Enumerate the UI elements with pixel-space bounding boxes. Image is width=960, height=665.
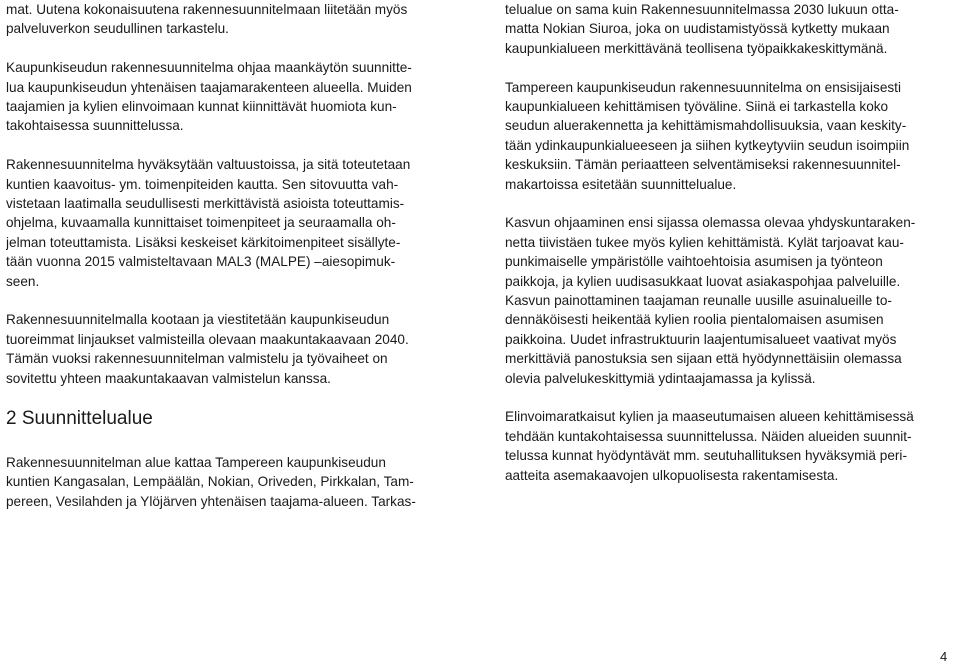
text-line: takohtaisessa suunnittelussa. <box>6 118 184 134</box>
text-line: mat. Uutena kokonaisuutena rakennesuunnitelmaan liitetään myös <box>6 2 408 17</box>
paragraph <box>6 58 458 136</box>
text-line: paikkoina. Uudet infrastruktuurin laajentumisalueet vaativat myös <box>505 331 897 347</box>
text-line: Tampereen kaupunkiseudun rakennesuunnitelma on ensisijaisesti <box>505 79 901 95</box>
text-line: ohjelma, kuvaamalla kunnittaiset toimenpiteet ja seuraamalla oh- <box>6 215 396 231</box>
text-line: taajamien ja kylien elinvoimaan kunnat kiinnittävät huomiota kun- <box>6 99 397 115</box>
paragraph <box>505 78 957 194</box>
text-line: pereen, Vesilahden ja Ylöjärven yhtenäisen taajama-alueen. Tarkas- <box>6 493 416 509</box>
text-line: punkimaiselle ympäristölle vaihtoehtoisia asumisen ja työnteon <box>505 254 883 270</box>
text-line: tään ydinkaupunkialueeseen ja siihen kytkeytyviin seudun isoimpiin <box>505 137 910 153</box>
paragraph <box>6 0 458 39</box>
text-line: olevia palvelukeskittymiä ydintaajamassa ja kylissä. <box>505 370 816 386</box>
text-line: seen. <box>6 273 40 289</box>
text-line: dennäköisesti heikentää kylien roolia pientalomaisen asumisen <box>505 312 884 328</box>
text-line: kaupunkialueen kehittämisen työväline. Siinä ei tarkastella koko <box>505 99 889 115</box>
text-line: tuoreimmat linjaukset valmisteilla olevaan maakuntakaavaan 2040. <box>6 331 409 347</box>
paragraph <box>505 213 957 388</box>
text-line: Kasvun ohjaaminen ensi sijassa olemassa olevaa yhdyskuntaraken- <box>505 215 916 231</box>
text-line: sovitettu yhteen maakuntakaavan valmistelun kanssa. <box>6 370 331 386</box>
paragraph <box>505 407 957 485</box>
text-line: jelman toteuttamista. Lisäksi keskeiset kärkitoimenpiteet sisällyte- <box>6 234 401 250</box>
text-line: palveluverkon seudullinen tarkastelu. <box>6 21 229 37</box>
text-line: telussa kunnat hyödyntävät mm. seutuhallituksen hyväksymiä peri- <box>505 448 907 464</box>
text-line: netta tiivistäen tukee myös kylien kehittämistä. Kylät tarjoavat kau- <box>505 234 904 250</box>
text-line: kuntien kaavoitus- ym. toimenpiteiden kautta. Sen sitovuutta vah- <box>6 176 399 192</box>
text-line: Kaupunkiseudun rakennesuunnitelma ohjaa maankäytön suunnitte- <box>6 60 412 76</box>
left-column <box>6 0 458 511</box>
text-line: Rakennesuunnitelmalla kootaan ja viestitetään kaupunkiseudun <box>6 312 390 328</box>
text-line: tehdään kuntakohtaisessa suunnittelussa. Näiden alueiden suunnit- <box>505 428 912 444</box>
paragraph <box>505 0 957 58</box>
text-line: paikkoja, ja kylien uudisasukkaat luovat asiakaspohjaa palveluille. <box>505 273 901 289</box>
section-heading: 2 Suunnittelualue <box>6 408 153 430</box>
paragraph <box>6 310 458 388</box>
paragraph <box>6 155 458 291</box>
text-line: keskuksiin. Tämän periaatteen selventämiseksi rakennesuunnitel- <box>505 157 901 173</box>
paragraph <box>6 453 458 511</box>
text-line: Tämän vuoksi rakennesuunnitelman valmistelu ja työvaiheet on <box>6 351 388 367</box>
text-line: vistetaan laatimalla seudullisesti merkittävistä asioista toteuttamis- <box>6 196 405 212</box>
text-line: Kasvun painottaminen taajaman reunalle uusille asuinalueille to- <box>505 293 892 309</box>
text-line: Rakennesuunnitelman alue kattaa Tampereen kaupunkiseudun <box>6 455 386 471</box>
text-line: aatteita asemakaavojen ulkopuolisesta rakentamisesta. <box>505 467 839 483</box>
text-line: seudun aluerakennetta ja kehittämismahdollisuuksia, vaan keskity- <box>505 118 907 134</box>
right-column <box>505 0 957 485</box>
text-line: merkittäviä panostuksia sen sijaan että hyödynnettäisiin olemassa <box>505 351 902 367</box>
text-line: kuntien Kangasalan, Lempäälän, Nokian, Oriveden, Pirkkalan, Tam- <box>6 474 414 490</box>
text-line: Rakennesuunnitelma hyväksytään valtuustoissa, ja sitä toteutetaan <box>6 157 411 173</box>
text-line: Elinvoimaratkaisut kylien ja maaseutumaisen alueen kehittämisessä <box>505 409 914 425</box>
text-line: lua kaupunkiseudun yhtenäisen taajamarakenteen alueella. Muiden <box>6 79 412 95</box>
text-line: kaupunkialueen merkittävänä teollisena työpaikkakeskittymänä. <box>505 40 888 56</box>
page-number: 4 <box>940 649 948 664</box>
text-line: tään vuonna 2015 valmisteltavaan MAL3 (MALPE) –aiesopimuk- <box>6 254 396 270</box>
text-line: matta Nokian Siuroa, joka on uudistamistyössä kytketty mukaan <box>505 21 890 37</box>
text-line: telualue on sama kuin Rakennesuunnitelmassa 2030 lukuun otta- <box>505 2 899 17</box>
text-line: makartoissa esitetään suunnittelualue. <box>505 176 737 192</box>
